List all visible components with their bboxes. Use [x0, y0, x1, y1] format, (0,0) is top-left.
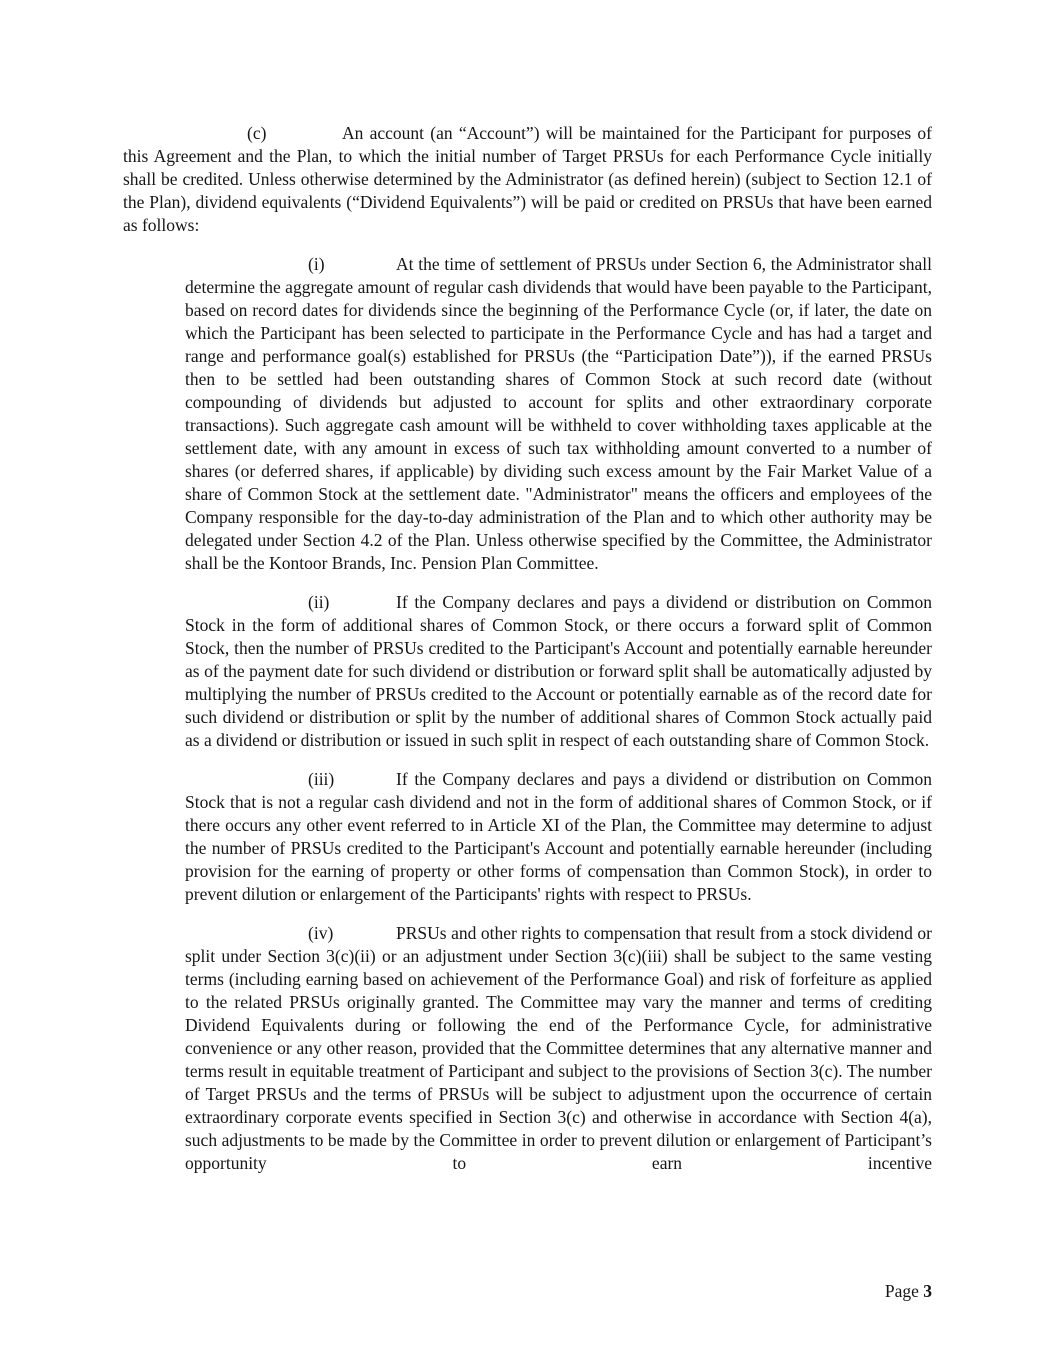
page-footer — [885, 1280, 932, 1303]
paragraph-ii — [185, 591, 932, 752]
paragraph-iii-text: If the Company declares and pays a dividend or distribution on Common Stock that is not a regular cash dividend and not in the form of additional shares of Common Stock, or if there occurs any other event referred to in Article XI of the Plan, the Committee may determine to adjust the number of PRSUs credited to the Participant's Account and potentially earnable hereunder (including provision for the earning of property or other forms of compensation than Common Stock), in order to prevent dilution or enlargement of the Participants' rights with respect to PRSUs. — [185, 769, 932, 904]
paragraph-iii — [185, 768, 932, 906]
paragraph-ii-label: (ii) — [308, 592, 330, 612]
paragraph-i — [185, 253, 932, 575]
paragraph-i-label: (i) — [308, 254, 325, 274]
paragraph-iv-label: (iv) — [308, 923, 334, 943]
paragraph-c-text: An account (an “Account”) will be maintained for the Participant for purposes of this Agreement and the Plan, to which the initial number of Target PRSUs for each Performance Cycle initially shall be credited. Unless otherwise determined by the Administrator (as defined herein) (subject to Section 12.1 of the Plan), dividend equivalents (“Dividend Equivalents”) will be paid or credited on PRSUs that have been earned as follows: — [123, 123, 932, 235]
paragraph-iii-label: (iii) — [308, 769, 335, 789]
page-footer-label: Page — [884, 1281, 924, 1301]
paragraph-c — [123, 122, 932, 237]
paragraph-c-label: (c) — [247, 123, 267, 143]
page-number: 3 — [923, 1281, 932, 1301]
paragraph-i-text: At the time of settlement of PRSUs under Section 6, the Administrator shall determine the aggregate amount of regular cash dividends that would have been payable to the Participant, based on record dates for dividends since the beginning of the Performance Cycle (or, if later, the date on which the Participant has been selected to participate in the Performance Cycle and has had a target and range and performance goal(s) established for PRSUs (the “Participation Date”)), if the earned PRSUs then to be settled had been outstanding shares of Common Stock at such record date (without compounding of dividends but adjusted to account for splits and other extraordinary corporate transactions). Such aggregate cash amount will be withheld to cover withholding taxes applicable at the settlement date, with any amount in excess of such tax withholding amount converted to a number of shares (or deferred shares, if applicable) by dividing such excess amount by the Fair Market Value of a share of Common Stock at the settlement date. "Administrator" means the officers and employees of the Company responsible for the day-to-day administration of the Plan and to which other authority may be delegated under Section 4.2 of the Plan. Unless otherwise specified by the Committee, the Administrator shall be the Kontoor Brands, Inc. Pension Plan Committee. — [185, 254, 932, 573]
paragraph-iv-text: PRSUs and other rights to compensation that result from a stock dividend or split under Section 3(c)(ii) or an adjustment under Section 3(c)(iii) shall be subject to the same vesting terms (including earning based on achievement of the Performance Goal) and risk of forfeiture as applied to the related PRSUs originally granted. The Committee may vary the manner and terms of crediting Dividend Equivalents during or following the end of the Performance Cycle, for administrative convenience or any other reason, provided that the Committee determines that any alternative manner and terms result in equitable treatment of Participant and subject to the provisions of Section 3(c). The number of Target PRSUs and the terms of PRSUs will be subject to adjustment upon the occurrence of certain extraordinary corporate events specified in Section 3(c) and otherwise in accordance with Section 4(a), such adjustments to be made by the Committee in order to prevent dilution or enlargement of Participant’s opportunity to earn incentive — [185, 923, 932, 1173]
paragraph-ii-text: If the Company declares and pays a dividend or distribution on Common Stock in the form of additional shares of Common Stock, or there occurs a forward split of Common Stock, then the number of PRSUs credited to the Participant's Account and potentially earnable hereunder as of the payment date for such dividend or distribution or forward split shall be automatically adjusted by multiplying the number of PRSUs credited to the Account or potentially earnable as of the record date for such dividend or distribution or split by the number of additional shares of Common Stock actually paid as a dividend or distribution or issued in such split in respect of each outstanding share of Common Stock. — [185, 592, 932, 750]
paragraph-iv — [185, 922, 932, 1175]
